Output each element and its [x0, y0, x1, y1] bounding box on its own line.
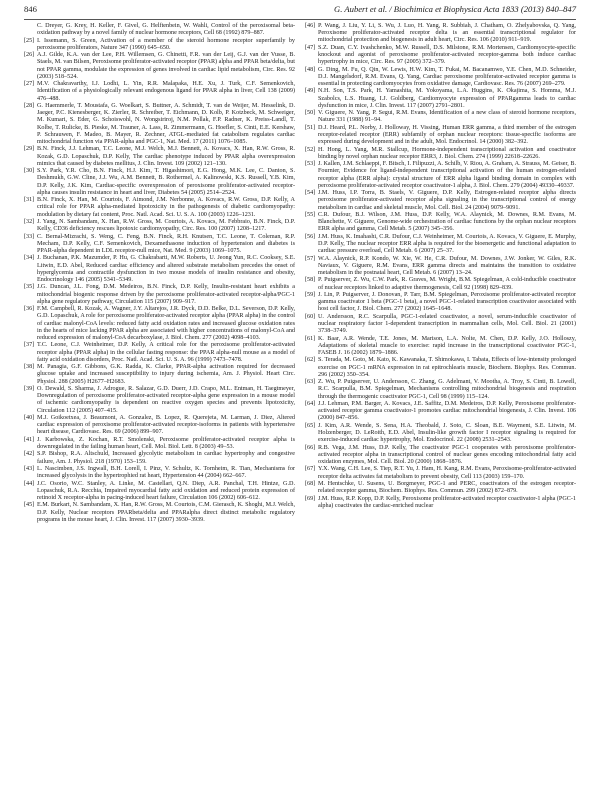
reference-number: [58]: [305, 277, 316, 284]
reference-number: [25]: [24, 37, 35, 44]
reference-text: J.G. Duncan, J.L. Fong, D.M. Medeiros, B.N. Finck, D.P. Kelly, Insulin-resistant heart exhibits a mitochondrial biogenic response driven by the peroxisome proliferator-activated receptor-alpha/PGC-1 alpha gene regulatory pathway, Circulation 115 (2007) 909–917.: [37, 284, 295, 305]
reference-entry: [305, 445, 576, 467]
reference-entry: [24, 451, 295, 465]
reference-text: A.J. Gilde, K.A. van der Lee, P.H. Willemsen, G. Chinetti, F.R. van der Leij, G.J. van der Vusse, B. Staels, M. van Bilsen, Peroxisome proliferator-activated receptor (PPAR) alpha and PPAR beta/delta, but not PPAR gamma, modulate the expression of genes involved in cardiac lipid metabolism, Circ. Res. 92 (2003) 518–524.: [37, 52, 295, 80]
reference-entry: [305, 147, 576, 161]
reference-text: V. Giguere, N. Yang, P. Segui, R.M. Evans, Identification of a new class of steroid hormone receptors, Nature 331 (1988) 91–94.: [318, 110, 576, 124]
reference-entry: [24, 437, 295, 451]
reference-text: P. Wang, J. Liu, Y. Li, S. Wu, J. Luo, H. Yang, R. Subbiah, J. Chatham, O. Zhelyabovska, Q. Yang, Peroxisome proliferator-activated receptor delta is an essential transcriptional regulator for mitochondrial protection and biogenesis in adult heart, Circ. Res. 106 (2010) 911–919.: [318, 23, 576, 44]
reference-text: C. Dreyer, G. Krey, H. Keller, F. Givel, G. Helftenbein, W. Wahli, Control of the peroxisomal beta-oxidation pathway by a novel family of nuclear hormone receptors, Cell 68 (1992) 879–887.: [37, 23, 295, 37]
reference-text: J.M. Huss, K. Imahashi, C.R. Dufour, C.J. Weinheimer, M. Courtois, A. Kovacs, V. Giguere, E. Murphy, D.P. Kelly, The nuclear receptor ERR alpha is required for the bioenergetic and functional adaptation to cardiac pressure overload, Cell Metab. 6 (2007) 25–37.: [318, 233, 576, 255]
reference-text: P. Puigserver, Z. Wu, C.W. Park, R. Graves, M. Wright, B.M. Spiegelman, A cold-inducible coactivator of nuclear receptors linked to adaptive thermogenesis, Cell 92 (1998) 829–839.: [318, 277, 576, 291]
reference-number: [47]: [305, 44, 316, 51]
reference-entry: [24, 255, 295, 284]
reference-entry: [305, 496, 576, 510]
reference-number: [35]: [24, 284, 35, 291]
reference-text: J.M. Huss, R.P. Kopp, D.P. Kelly, Peroxisome proliferator-activated receptor coactivator-1 alpha (PGC-1 alpha) coactivates the cardiac-enriched nuclear: [318, 495, 576, 509]
reference-entry: [24, 23, 295, 37]
reference-number: [30]: [24, 168, 35, 175]
reference-entry: [305, 256, 576, 278]
page-header: [24, 4, 576, 18]
reference-text: E.M. Burkart, N. Sambandam, X. Han, R.W. Gross, M. Courtois, C.M. Gierasch, K. Shoghi, M.J. Welch, D.P. Kelly, Nuclear receptors PPARbeta/delta and PPARalpha direct distinct metabolic regulatory programs in the mouse heart, J. Clin. Invest. 117 (2007) 3930–3939.: [37, 502, 295, 523]
reference-text: S.Z. Duan, C.Y. Ivashchenko, M.W. Russell, D.S. Milstone, R.M. Mortensen, Cardiomyocyte-specific knockout and agonist of peroxisome proliferator-activated receptor-gamma both induce cardiac hypertrophy in mice, Circ. Res. 97 (2005) 372–379.: [318, 44, 576, 66]
reference-number: [42]: [24, 451, 35, 458]
reference-text: D.J. Heard, P.L. Norby, J. Holloway, H. Vissing, Human ERR gamma, a third member of the estrogen receptor-related receptor (ERR) subfamily of orphan nuclear receptors: tissue-specific isoforms are expressed during development and in the adult, Mol. Endocrinol. 14 (2000) 382–392.: [318, 124, 576, 146]
reference-number: [52]: [305, 146, 316, 153]
reference-number: [62]: [305, 357, 316, 364]
reference-text: O. Dewald, S. Sharma, J. Adrogue, R. Salazar, G.D. Duerr, J.D. Crapo, M.L. Entman, H. Taegtmeyer, Downregulation of peroxisome proliferator-activated receptor-alpha gene expression in a mouse model of ischemic cardiomyopathy is dependent on reactive oxygen species and prevents lipotoxicity, Circulation 112 (2005) 407–415.: [37, 385, 295, 414]
reference-entry: [305, 45, 576, 67]
header-rule: [24, 19, 576, 20]
reference-entry: [24, 364, 295, 386]
reference-text: Z. Wu, P. Puigserver, U. Andersson, C. Zhang, G. Adelmant, V. Mootha, A. Troy, S. Cinti, B. Lowell, R.C. Scarpulla, B.M. Spiegelman, Mechanisms controlling mitochondrial biogenesis and respiration through the thermogenic coactivator PGC-1, Cell 98 (1999) 115–124.: [318, 379, 576, 400]
reference-entry: [305, 88, 576, 110]
reference-entry: [24, 502, 295, 524]
reference-text: S.Y. Park, Y.R. Cho, B.N. Finck, H.J. Kim, T. Higashimori, E.G. Hong, M.K. Lee, C. Danton, S. Deshmukh, G.W. Cline, J.J. Wu, A.M. Bennett, B. Rothermel, A. Kalinowski, K.S. Russell, Y.B. Kim, D.P. Kelly, J.K. Kim, Cardiac-specific overexpression of peroxisome proliferator-activated receptor-alpha causes insulin resistance in heart and liver, Diabetes 54 (2005) 2514–2524.: [37, 168, 295, 196]
reference-entry: [305, 357, 576, 379]
reference-entry: [24, 81, 295, 103]
reference-text: R.B. Vega, J.M. Huss, D.P. Kelly, The coactivator PGC-1 cooperates with peroxisome proliferator-activated receptor alpha in transcriptional control of nuclear genes encoding mitochondrial fatty acid oxidation enzymes, Mol. Cell. Biol. 20 (2000) 1868–1876.: [318, 444, 576, 465]
reference-number: [49]: [305, 88, 316, 95]
reference-number: [61]: [305, 335, 316, 342]
reference-entry: [305, 190, 576, 212]
reference-text: M.J. Goikoetxea, J. Beaumont, A. Gonzalez, B. Lopez, R. Querejeta, M. Larman, J. Diez, Altered cardiac expression of peroxisome proliferator-activated receptor-isoforms in patients with hypertensive heart disease, Cardiovasc. Res. 69 (2006) 899–907.: [37, 414, 295, 436]
reference-entry: [24, 284, 295, 306]
reference-number: [53]: [305, 161, 316, 168]
reference-number: [36]: [24, 306, 35, 313]
reference-number: [29]: [24, 146, 35, 153]
reference-text: J. Karbowska, Z. Kochan, R.T. Smolenski, Peroxisome proliferator-activated receptor alpha is downregulated in the failing human heart, Cell. Mol. Biol. Lett. 8 (2003) 49–53.: [37, 436, 295, 450]
reference-entry: [305, 379, 576, 401]
reference-entry: [305, 125, 576, 147]
reference-number: [31]: [24, 197, 35, 204]
reference-text: W.A. Alaynick, R.P. Kondo, W. Xie, W. He, C.R. Dufour, M. Downes, J.W. Jonker, W. Giles, R.K. Naviaux, V. Giguere, R.M. Evans, ERR gamma directs and maintains the transition to oxidative metabolism in the postnatal heart, Cell Metab. 6 (2007) 13–24.: [318, 255, 576, 276]
reference-number: [38]: [24, 364, 35, 371]
reference-number: [68]: [305, 480, 316, 487]
reference-entry: [24, 146, 295, 168]
reference-text: U. Andersson, R.C. Scarpulla, PGC-1-related coactivator, a novel, serum-inducible coactivator of nuclear respiratory factor 1-dependent transcription in mammalian cells, Mol. Cell. Biol. 21 (2001) 3738–3749.: [318, 313, 576, 335]
reference-entry: [305, 212, 576, 234]
reference-number: [37]: [24, 342, 35, 349]
reference-text: S. Terada, M. Goto, M. Kato, K. Kawanaka, T. Shimokawa, I. Tabata, Effects of low-intensity prolonged exercise on PGC-1 mRNA expression in rat epitrochlearis muscle, Biochem. Biophys. Res. Commun. 296 (2002) 350–354.: [318, 357, 576, 378]
reference-number: [54]: [305, 190, 316, 197]
reference-entry: [24, 234, 295, 256]
reference-number: [56]: [305, 233, 316, 240]
reference-text: T.C. Leone, C.J. Weinheimer, D.P. Kelly, A critical role for the peroxisome proliferator-activated receptor alpha (PPAR alpha) in the cellular fasting response: the PPAR alpha-null mouse as a model of fatty acid oxidation disorders, Proc. Natl. Acad. Sci. U. S. A. 96 (1999) 7473–7478.: [37, 342, 295, 363]
reference-text: B.N. Finck, J.J. Lehman, T.C. Leone, M.J. Welch, M.J. Bennett, A. Kovacs, X. Han, R.W. Gross, R. Kozak, G.D. Lopaschuk, D.P. Kelly, The cardiac phenotype induced by PPAR alpha overexpression mimics that caused by diabetes mellitus, J. Clin. Invest. 109 (2002) 121–130.: [37, 146, 295, 167]
reference-entry: [24, 219, 295, 233]
reference-entry: [305, 277, 576, 291]
reference-text: J. Lin, P. Puigserver, J. Donovan, P. Tarr, B.M. Spiegelman, Peroxisome proliferator-activated receptor gamma coactivator 1 beta (PGC-1 beta), a novel PGC-1-related transcription coactivator associated with host cell factor, J. Biol. Chem. 277 (2002) 1645–1648.: [318, 291, 576, 313]
reference-entry: [305, 234, 576, 256]
reference-number: [33]: [24, 233, 35, 240]
reference-entry: [24, 38, 295, 52]
reference-number: [59]: [305, 291, 316, 298]
reference-number: [48]: [305, 66, 316, 73]
reference-number: [41]: [24, 436, 35, 443]
reference-entry: [24, 415, 295, 437]
reference-text: H. Hong, L. Yang, M.R. Stallcup, Hormone-independent transcriptional activation and coactivator binding by novel orphan nuclear receptor ERR3, J. Biol. Chem. 274 (1999) 22618–22626.: [318, 146, 576, 160]
reference-entry: [305, 292, 576, 314]
reference-entry: [305, 423, 576, 445]
reference-entry: [24, 481, 295, 503]
reference-text: Y.X. Wang, C.H. Lee, S. Tiep, R.T. Yu, J. Ham, H. Kang, R.M. Evans, Peroxisome-proliferator-activated receptor delta activates fat metabolism to prevent obesity, Cell 113 (2003) 159–170.: [318, 466, 576, 480]
reference-number: [69]: [305, 495, 316, 502]
reference-number: [60]: [305, 313, 316, 320]
reference-columns: [24, 23, 576, 524]
right-reference-column: [305, 23, 576, 524]
reference-entry: [24, 197, 295, 219]
reference-number: [34]: [24, 255, 35, 262]
reference-number: [28]: [24, 102, 35, 109]
reference-entry: [305, 23, 576, 45]
reference-text: J. Kallen, J.M. Schlaeppi, F. Bitsch, I. Filipuzzi, A. Schilb, V. Riou, A. Graham, A. Strauss, M. Geiser, B. Fournier, Evidence for ligand-independent transcriptional activation of the human estrogen-related receptor alpha (ERR alpha): crystal structure of ERR alpha ligand binding domain in complex with peroxisome proliferator-activated receptor coactivator-1 alpha, J. Biol. Chem. 279 (2004) 49330–49337.: [318, 161, 576, 189]
reference-entry: [24, 168, 295, 197]
reference-number: [39]: [24, 385, 35, 392]
reference-entry: [305, 67, 576, 89]
reference-text: M. Panagia, G.F. Gibbons, G.K. Radda, K. Clarke, PPAR-alpha activation required for decreased glucose uptake and increased susceptibility to injury during ischemia, Am. J. Physiol. Heart Circ. Physiol. 288 (2005) H2677–H2683.: [37, 364, 295, 385]
reference-entry: [24, 52, 295, 81]
reference-number: [51]: [305, 124, 316, 131]
reference-number: [57]: [305, 255, 316, 262]
reference-entry: [24, 466, 295, 480]
reference-entry: [305, 161, 576, 190]
reference-text: G. Ding, M. Fu, Q. Qin, W. Lewis, H.W. Kim, T. Fukai, M. Bacanamwo, Y.E. Chen, M.D. Schneider, D.J. Mangelsdorf, R.M. Evans, Q. Yang, Cardiac peroxisome proliferator-activated receptor gamma is essential in protecting cardiomyocytes from oxidative damage, Cardiovasc. Res. 76 (2007) 269–279.: [318, 66, 576, 87]
reference-entry: [305, 481, 576, 495]
reference-entry: [24, 342, 295, 364]
reference-text: L. Nascimben, J.S. Ingwall, B.H. Lorell, I. Pinz, V. Schultz, K. Tornheim, R. Tian, Mechanisms for increased glycolysis in the hypertrophied rat heart, Hypertension 44 (2004) 662–667.: [37, 465, 295, 480]
reference-text: F.M. Campbell, R. Kozak, A. Wagner, J.Y. Altarejos, J.R. Dyck, D.D. Belke, D.L. Severson, D.P. Kelly, G.D. Lopaschuk, A role for peroxisome proliferator-activated receptor alpha (PPAR alpha) in the control of cardiac malonyl-CoA levels: reduced fatty acid oxidation rates and increased glucose oxidation rates in the hearts of mice lacking PPAR alpha are associated with higher concentrations of malonyl-CoA and reduced expression of malonyl-CoA decarboxylase, J. Biol. Chem. 277 (2002) 4098–4103.: [37, 306, 295, 341]
reference-entry: [305, 401, 576, 423]
reference-text: G. Haemmerle, T. Moustafa, G. Woelkart, S. Buttner, A. Schmidt, T. van de Weijer, M. Hesselink, D. Jaeger, P.C. Kienesberger, K. Zierler, R. Schreiber, T. Eichmann, D. Kolb, P. Kotzbeck, M. Schweiger, M. Kumari, S. Eder, G. Schoiswohl, N. Wongsiriroj, N.M. Pollak, F.P. Radner, K. Preiss-Landl, T. Kolbe, T. Rulicke, B. Pieske, M. Trauner, A. Lass, R. Zimmermann, G. Hoefler, S. Cinti, E.E. Kershaw, P. Schrauwen, F. Madeo, B. Mayer, R. Zechner, ATGL-mediated fat catabolism regulates cardiac mitochondrial function via PPAR-alpha and PGC-1, Nat. Med. 17 (2011) 1076–1085.: [37, 102, 295, 145]
reference-number: [50]: [305, 110, 316, 117]
reference-number: [66]: [305, 444, 316, 451]
reference-entry: [24, 306, 295, 342]
reference-text: I. Issemann, S. Green, Activation of a member of the steroid hormone receptor superfamily by peroxisome proliferators, Nature 347 (1990) 645–650.: [37, 37, 295, 51]
reference-text: M.V. Chakravarthy, I.J. Lodhi, L. Yin, R.R. Malapaka, H.E. Xu, J. Turk, C.F. Semenkovich, Identification of a physiologically relevant endogenous ligand for PPAR alpha in liver, Cell 138 (2009) 476–488.: [37, 81, 295, 102]
reference-entry: [24, 386, 295, 415]
reference-text: M. Hentschke, U. Susens, U. Borgmeyer, PGC-1 and PERC, coactivators of the estrogen receptor-related receptor gamma, Biochem. Biophys. Res. Commun. 299 (2002) 872–879.: [318, 480, 576, 495]
reference-number: [67]: [305, 466, 316, 473]
reference-number: [44]: [24, 480, 35, 487]
reference-number: [26]: [24, 52, 35, 59]
reference-number: [46]: [305, 23, 316, 29]
reference-number: [45]: [24, 502, 35, 509]
reference-text: J.C. Osorio, W.C. Stanley, A. Linke, M. Castellari, Q.N. Diep, A.R. Panchal, T.H. Hintze, G.D. Lopaschuk, R.A. Recchia, Impaired myocardial fatty acid oxidation and reduced protein expression of retinoid X receptor-alpha in pacing-induced heart failure, Circulation 106 (2002) 606–612.: [37, 480, 295, 501]
reference-text: N.H. Son, T.S. Park, H. Yamashita, M. Yokoyama, L.A. Huggins, K. Okajima, S. Homma, M.J. Szabolcs, L.S. Huang, I.J. Goldberg, Cardiomyocyte expression of PPARgamma leads to cardiac dysfunction in mice, J. Clin. Invest. 117 (2007) 2791–2801.: [318, 88, 576, 109]
reference-number: [24, 23, 37, 37]
reference-text: J.M. Huss, I.P. Torra, B. Staels, V. Giguere, D.P. Kelly, Estrogen-related receptor alpha directs peroxisome proliferator-activated receptor alpha signaling in the transcriptional control of energy metabolism in cardiac and skeletal muscle, Mol. Cell. Biol. 24 (2004) 9079–9091.: [318, 190, 576, 211]
page-number: 846: [24, 4, 37, 14]
reference-text: J.J. Lehman, P.M. Barger, A. Kovacs, J.E. Saffitz, D.M. Medeiros, D.P. Kelly, Peroxisome proliferator-activated receptor gamma coactivator-1 promotes cardiac mitochondrial biogenesis, J. Clin. Invest. 106 (2000) 847–856.: [318, 400, 576, 422]
reference-text: C.R. Dufour, B.J. Wilson, J.M. Huss, D.P. Kelly, W.A. Alaynick, M. Downes, R.M. Evans, M. Blanchette, V. Giguere, Genome-wide orchestration of cardiac functions by the orphan nuclear receptors ERR alpha and gamma, Cell Metab. 5 (2007) 345–356.: [318, 211, 576, 233]
reference-number: [40]: [24, 414, 35, 421]
reference-text: J. Buchanan, P.K. Mazumder, P. Hu, G. Chakrabarti, M.W. Roberts, U. Jeong Yun, R.C. Cooksey, S.E. Litwin, E.D. Abel, Reduced cardiac efficiency and altered substrate metabolism precedes the onset of hyperglycemia and contractile dysfunction in two mouse models of insulin resistance and obesity, Endocrinology 146 (2005) 5341–5349.: [37, 255, 295, 283]
reference-text: J. Kim, A.R. Wende, S. Sena, H.A. Theobald, J. Soto, C. Sloan, B.E. Wayment, S.E. Litwin, M. Holzenberger, D. LeRoith, E.D. Abel, Insulin-like growth factor I receptor signaling is required for exercise-induced cardiac hypertrophy, Mol. Endocrinol. 22 (2008) 2531–2543.: [318, 422, 576, 444]
reference-entry: [305, 466, 576, 480]
reference-entry: [24, 103, 295, 146]
reference-text: S.P. Bishop, R.A. Altschuld, Increased glycolytic metabolism in cardiac hypertrophy and congestive failure, Am. J. Physiol. 218 (1970) 153–159.: [37, 451, 295, 465]
reference-entry: [305, 314, 576, 336]
running-title: G. Aubert et al. / Biochimica et Biophysica Acta 1833 (2013) 840–847: [334, 4, 576, 14]
reference-text: J. Yang, N. Sambandam, X. Han, R.W. Gross, M. Courtois, A. Kovacs, M. Febbraio, B.N. Finck, D.P. Kelly, CD36 deficiency rescues lipotoxic cardiomyopathy, Circ. Res. 100 (2007) 1208–1217.: [37, 218, 295, 233]
left-reference-column: [24, 23, 295, 524]
reference-number: [27]: [24, 81, 35, 88]
reference-entry: [305, 336, 576, 358]
reference-number: [64]: [305, 400, 316, 407]
reference-text: B.N. Finck, X. Han, M. Courtois, F. Aimond, J.M. Nerbonne, A. Kovacs, R.W. Gross, D.P. Kelly, A critical role for PPAR alpha-mediated lipotoxicity in the pathogenesis of diabetic cardiomyopathy: modulation by dietary fat content, Proc. Natl. Acad. Sci. U. S. A. 100 (2003) 1226–1231.: [37, 197, 295, 218]
reference-text: K. Baar, A.R. Wende, T.E. Jones, M. Marison, L.A. Nolte, M. Chen, D.P. Kelly, J.O. Holloszy, Adaptations of skeletal muscle to exercise: rapid increase in the transcriptional coactivator PGC-1, FASEB J. 16 (2002) 1879–1886.: [318, 335, 576, 356]
reference-text: C. Bernal-Mizrachi, S. Weng, C. Feng, B.N. Finck, R.H. Knutsen, T.C. Leone, T. Coleman, R.P. Mecham, D.P. Kelly, C.F. Semenkovich, Dexamethasone induction of hypertension and diabetes is PPAR-alpha dependent in LDL receptor-null mice, Nat. Med. 9 (2003) 1069–1075.: [37, 233, 295, 254]
reference-entry: [305, 110, 576, 124]
reference-number: [32]: [24, 218, 35, 225]
reference-number: [65]: [305, 422, 316, 429]
reference-number: [43]: [24, 465, 35, 472]
reference-number: [63]: [305, 379, 316, 386]
reference-number: [55]: [305, 211, 316, 218]
